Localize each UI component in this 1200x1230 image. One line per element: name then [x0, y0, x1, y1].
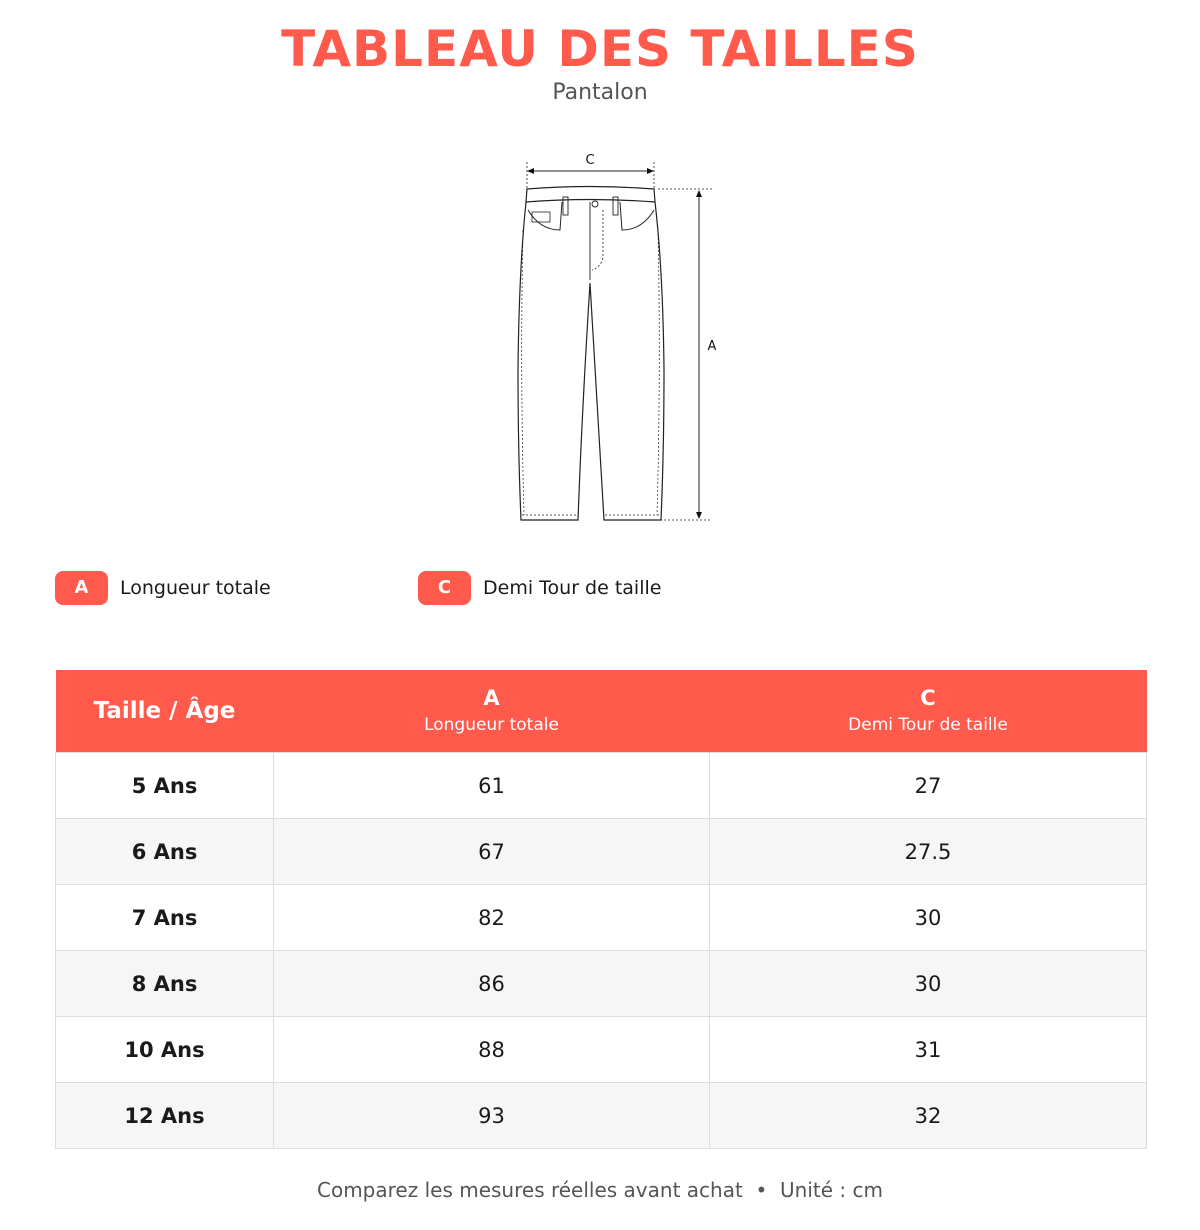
table-row: [56, 1083, 1147, 1149]
value-a-cell: 93: [274, 1083, 710, 1149]
table-row: [56, 819, 1147, 885]
size-cell: 8 Ans: [56, 951, 274, 1017]
header-size: Taille / Âge: [56, 670, 274, 753]
legend-item-a: [55, 570, 271, 605]
value-c-cell: 31: [710, 1017, 1147, 1083]
table-header-row: [56, 670, 1147, 753]
header-a: [274, 670, 710, 753]
value-c-cell: 32: [710, 1083, 1147, 1149]
header-c-label: Demi Tour de taille: [848, 715, 1008, 735]
table-row: [56, 753, 1147, 819]
table-row: [56, 1017, 1147, 1083]
value-a-cell: 82: [274, 885, 710, 951]
header-a-label: Longueur totale: [424, 715, 559, 735]
footer-note: Comparez les mesures réelles avant achat • Unité : cm: [317, 1178, 883, 1202]
header-c: [710, 670, 1147, 753]
value-a-cell: 67: [274, 819, 710, 885]
legend-label-c: Demi Tour de taille: [483, 576, 662, 599]
legend-badge-a: A: [55, 571, 108, 605]
size-cell: 12 Ans: [56, 1083, 274, 1149]
value-a-cell: 88: [274, 1017, 710, 1083]
value-c-cell: 27: [710, 753, 1147, 819]
value-c-cell: 30: [710, 885, 1147, 951]
size-cell: 7 Ans: [56, 885, 274, 951]
legend-badge-c: C: [418, 571, 471, 605]
size-table: [55, 670, 1147, 1149]
size-cell: 6 Ans: [56, 819, 274, 885]
page-subtitle: Pantalon: [552, 80, 648, 105]
table-row: [56, 885, 1147, 951]
size-cell: 5 Ans: [56, 753, 274, 819]
table-row: [56, 951, 1147, 1017]
page-title: TABLEAU DES TAILLES: [281, 20, 919, 78]
header-a-letter: A: [483, 686, 500, 710]
value-c-cell: 30: [710, 951, 1147, 1017]
header-c-letter: C: [920, 686, 936, 710]
legend-label-a: Longueur totale: [120, 576, 271, 599]
diagram-label-c: C: [585, 153, 595, 168]
size-cell: 10 Ans: [56, 1017, 274, 1083]
value-a-cell: 86: [274, 951, 710, 1017]
pants-diagram: [500, 140, 740, 540]
value-c-cell: 27.5: [710, 819, 1147, 885]
legend-item-c: [418, 570, 661, 605]
value-a-cell: 61: [274, 753, 710, 819]
diagram-label-a: A: [707, 339, 717, 354]
